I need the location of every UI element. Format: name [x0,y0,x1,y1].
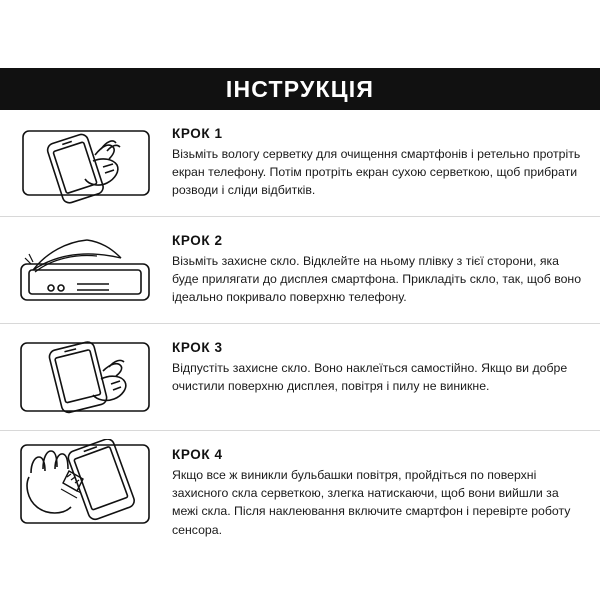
top-margin [0,0,600,68]
step-text-column [162,441,586,539]
step-text-column [162,227,586,307]
step-item [0,110,600,217]
page-title: ІНСТРУКЦІЯ [225,75,375,102]
title-bar [0,68,600,110]
steps-list [0,110,600,549]
step-description: Якщо все ж виникли бульбашки повітря, пройдіться по поверхні захисного скла серветкою, злегка натискаючи, щоб вони вийшли за межі скла. Після наклеювання включите смартфон і перевірте роботу сенсора. [172,468,571,537]
step-text-column [162,334,586,395]
step-description: Візьміть вологу серветку для очищення смартфонів і ретельно протріть екран телефону. Потім протріть екран сухою серветкою, щоб прибрати розводи і сліди відбитків. [172,147,581,198]
step-item [0,217,600,324]
step-description: Відпустіть захисне скло. Воно наклеїться самостійно. Якщо ви добре очистили поверхню дисплея, повітря і пилу не виникне. [172,361,568,394]
step-item [0,431,600,549]
bottom-margin [0,549,600,593]
step-text-column [162,120,586,200]
step-item [0,324,600,431]
phone-peel-film-icon [12,227,162,313]
step-label: КРОК 2 [172,233,223,248]
step-description: Візьміть захисне скло. Відклейте на ньому плівку з тієї сторони, яка буде прилягати до дисплея смартфона. Прикладіть скло, так, щоб воно ідеально покривало поверхню телефону. [172,254,582,305]
phone-release-glass-icon [12,334,162,420]
hand-holding-phone-wipe-icon [12,120,162,206]
step-label: КРОК 1 [172,126,223,141]
hand-cloth-smooth-icon [12,441,162,527]
step-label: КРОК 3 [172,340,223,355]
step-label: КРОК 4 [172,447,223,462]
